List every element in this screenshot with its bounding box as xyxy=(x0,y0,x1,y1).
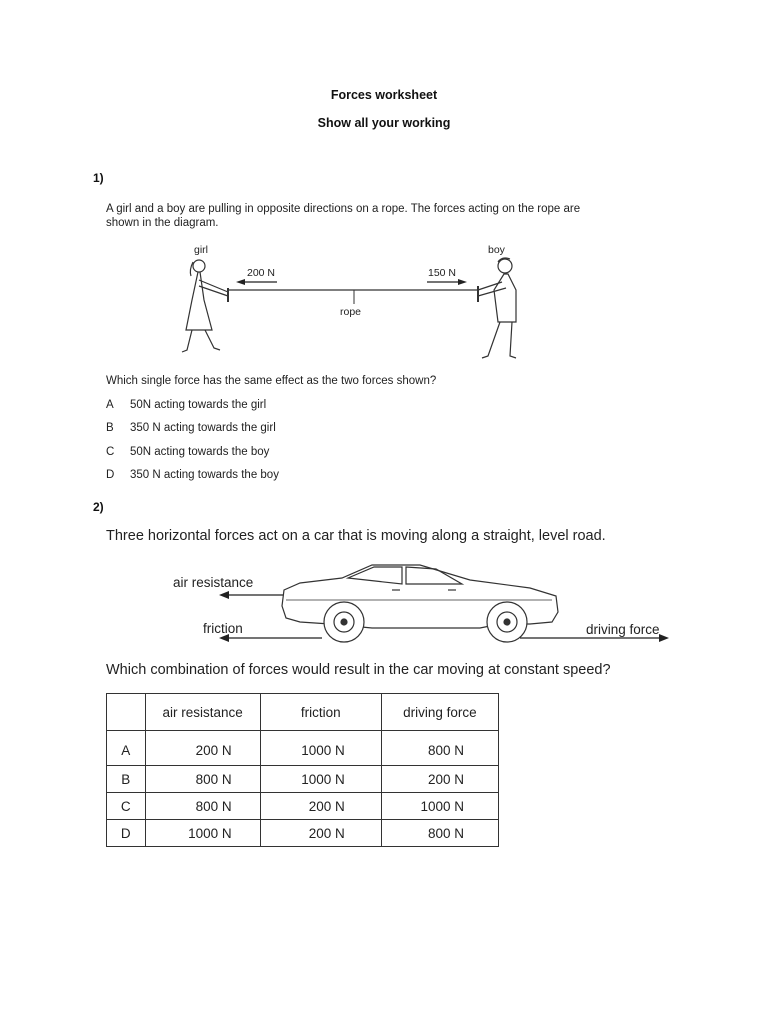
table-header-row xyxy=(107,694,499,731)
table-cell: 200 N xyxy=(260,820,381,847)
question-2-prompt: Which combination of forces would result in the car moving at constant speed? xyxy=(106,662,611,678)
question-1-number: 1) xyxy=(93,171,104,185)
table-cell: A xyxy=(107,731,146,766)
table-cell: 800 N xyxy=(145,766,260,793)
girl-label: girl xyxy=(194,244,209,256)
left-force-label: 200 N xyxy=(247,267,276,279)
option-text: 350 N acting towards the girl xyxy=(130,422,276,434)
question-1-prompt: Which single force has the same effect as the two forces shown? xyxy=(106,375,437,387)
option-text: 50N acting towards the boy xyxy=(130,446,270,458)
worksheet-subtitle: Show all your working xyxy=(317,116,451,130)
table-header: air resistance xyxy=(145,694,260,731)
driving-force-arrowhead xyxy=(659,634,669,642)
table-header: friction xyxy=(260,694,381,731)
rope-label: rope xyxy=(340,306,362,318)
worksheet-title: Forces worksheet xyxy=(330,88,438,102)
option-text: 350 N acting towards the boy xyxy=(130,469,279,481)
option-letter: B xyxy=(106,422,114,434)
table-cell: 1000 N xyxy=(145,820,260,847)
table-header: driving force xyxy=(381,694,498,731)
friction-label: friction xyxy=(203,621,243,636)
option-text: 50N acting towards the girl xyxy=(130,399,267,411)
option-letter: D xyxy=(106,469,115,481)
question-1-text-line-2: shown in the diagram. xyxy=(106,217,219,229)
table-cell: 1000 N xyxy=(381,793,498,820)
table-cell: 800 N xyxy=(145,793,260,820)
driving-force-label: driving force xyxy=(586,622,660,637)
question-2-number: 2) xyxy=(93,500,104,514)
table-cell: 800 N xyxy=(381,731,498,766)
option-letter: C xyxy=(106,446,115,458)
forces-table xyxy=(106,693,499,847)
table-row xyxy=(107,793,499,820)
table-row xyxy=(107,820,499,847)
car-figure xyxy=(282,565,558,642)
table-cell: 1000 N xyxy=(260,731,381,766)
question-2-text: Three horizontal forces act on a car that is moving along a straight, level road. xyxy=(106,528,606,544)
table-cell: B xyxy=(107,766,146,793)
table-cell: 1000 N xyxy=(260,766,381,793)
table-cell: 200 N xyxy=(260,793,381,820)
table-cell: 800 N xyxy=(381,820,498,847)
table-cell: C xyxy=(107,793,146,820)
table-cell: 200 N xyxy=(381,766,498,793)
table-cell: D xyxy=(107,820,146,847)
table-header xyxy=(107,694,146,731)
right-force-label: 150 N xyxy=(428,267,457,279)
air-resistance-arrowhead xyxy=(219,591,229,599)
table-row xyxy=(107,731,499,766)
question-1-text-line-1: A girl and a boy are pulling in opposite directions on a rope. The forces acting on the rope are xyxy=(106,203,581,215)
option-letter: A xyxy=(106,399,114,411)
table-cell: 200 N xyxy=(145,731,260,766)
air-resistance-label: air resistance xyxy=(173,575,254,590)
boy-label: boy xyxy=(488,244,505,256)
table-row xyxy=(107,766,499,793)
